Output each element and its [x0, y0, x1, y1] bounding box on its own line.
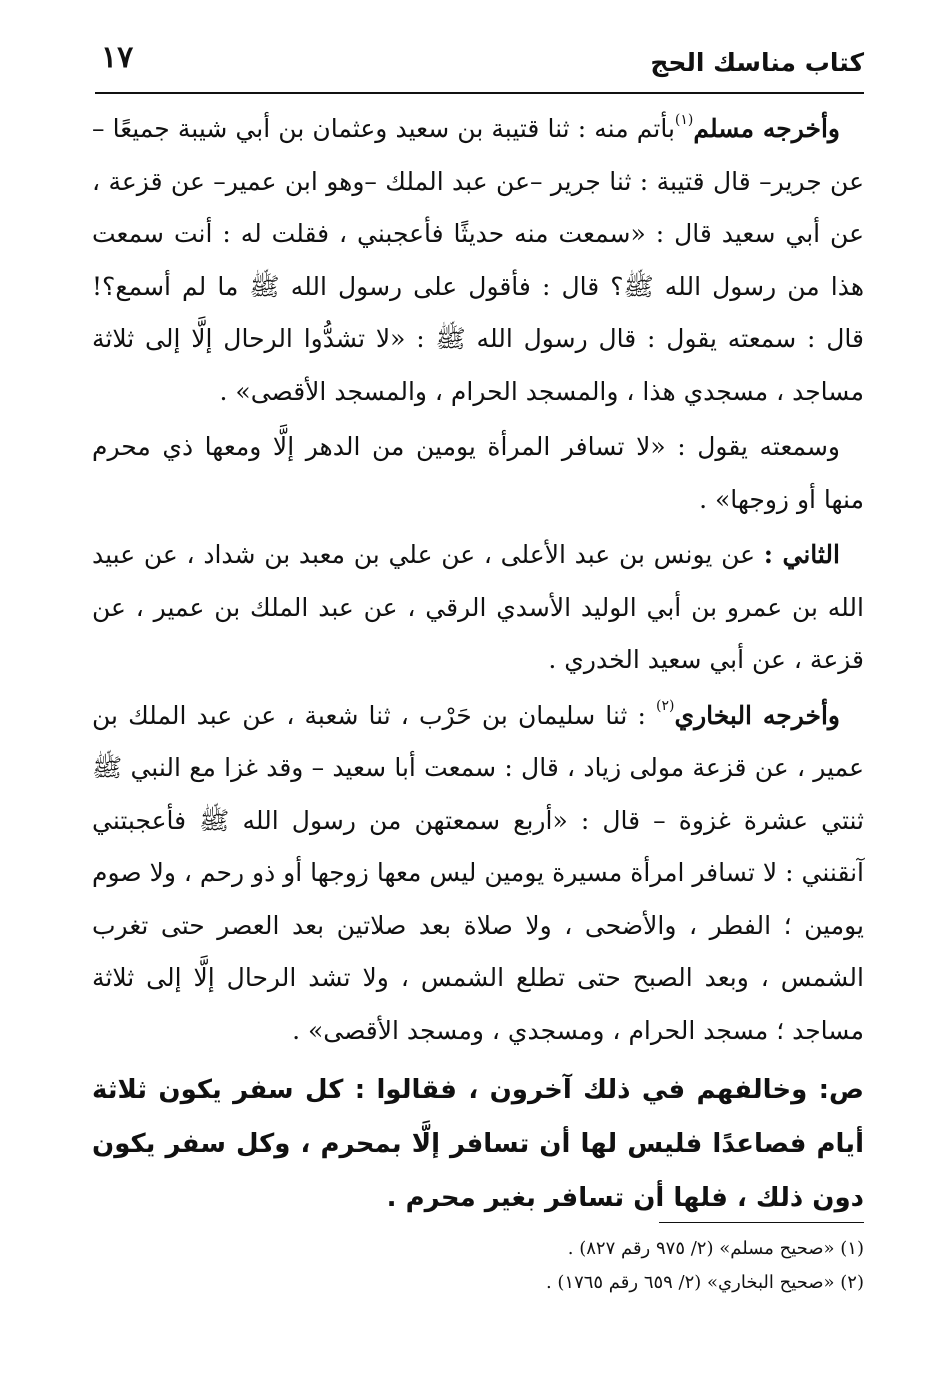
- paragraph-opinion: ص: وخالفهم في ذلك آخرون ، فقالوا : كل سفر يكون ثلاثة أيام فصاعدًا فليس لها أن تسافر إلَّا بمحرم ، وكل سفر يكون دون ذلك ، فلها أن تسافر بغير محرم .: [92, 1075, 864, 1213]
- running-title: كتاب مناسك الحج: [650, 48, 864, 77]
- paragraph-lead: وأخرجه البخاري: [674, 700, 840, 730]
- footnote-1: (١) «صحيح مسلم» (٢/ ٩٧٥ رقم ٨٢٧) .: [567, 1238, 864, 1259]
- paragraph-second-chain: [92, 529, 864, 687]
- paragraph-lead: وأخرجه مسلم: [693, 114, 841, 143]
- paragraph-muslim: [92, 103, 864, 418]
- footnote-2: (٢) «صحيح البخاري» (٢/ ٦٥٩ رقم ١٧٦٥) .: [545, 1272, 864, 1293]
- paragraph-text: بأتم منه : ثنا قتيبة بن سعيد وعثمان بن أبي شيبة جميعًا –عن جرير– قال قتيبة : ثنا جرير –عن عبد الملك –وهو ابن عمير– عن قزعة ، عن أبي سعيد قال : «سمعت منه حديثًا فأعجبني ، فقلت له : أنت سمعت هذا من رسول الله ﷺ؟ قال : فأقول على رسول الله ﷺ ما لم أسمع؟! قال : سمعته يقول : قال رسول الله ﷺ : «لا تشدُّوا الرحال إلَّا إلى ثلاثة مساجد ، مسجدي هذا ، والمسجد الحرام ، والمسجد الأقصى» .: [92, 114, 864, 406]
- page-header: [95, 40, 864, 94]
- footnote-ref: (٢): [656, 698, 675, 715]
- paragraph-lead: الثاني :: [763, 540, 840, 569]
- footnotes: [200, 1232, 864, 1300]
- footnote-ref: (١): [674, 111, 694, 128]
- footnote-divider: [659, 1222, 864, 1223]
- main-text: [92, 103, 864, 1225]
- paragraph-travel-hadith: وسمعته يقول : «لا تسافر المرأة يومين من الدهر إلَّا ومعها ذي محرم منها أو زوجها» .: [92, 432, 864, 514]
- paragraph-text: : ثنا سليمان بن حَرْب ، ثنا شعبة ، عن عبد الملك بن عمير ، عن قزعة مولى زياد ، قال : سمعت أبا سعيد – وقد غزا مع النبي ﷺ ثنتي عشرة غزوة – قال : «أربع سمعتهن من رسول الله ﷺ فأعجبتني آنقنني : لا تسافر امرأة مسيرة يومين ليس معها زوجها أو ذو رحم ، ولا صوم يومين ؛ الفطر ، والأضحى ، ولا صلاة بعد صلاتين بعد العصر حتى تغرب الشمس ، وبعد الصبح حتى تطلع الشمس ، ولا تشد الرحال إلَّا إلى ثلاثة مساجد ؛ مسجد الحرام ، ومسجدي ، ومسجد الأقصى» .: [92, 700, 864, 1045]
- paragraph-text: عن يونس بن عبد الأعلى ، عن علي بن معبد بن شداد ، عن عبيد الله بن عمرو بن أبي الوليد الأسدي الرقي ، عن عبد الملك بن عمير ، عن قزعة ، عن أبي سعيد الخدري .: [92, 540, 864, 674]
- paragraph-bukhari: [92, 690, 864, 1058]
- page-number: ١٧: [101, 40, 134, 75]
